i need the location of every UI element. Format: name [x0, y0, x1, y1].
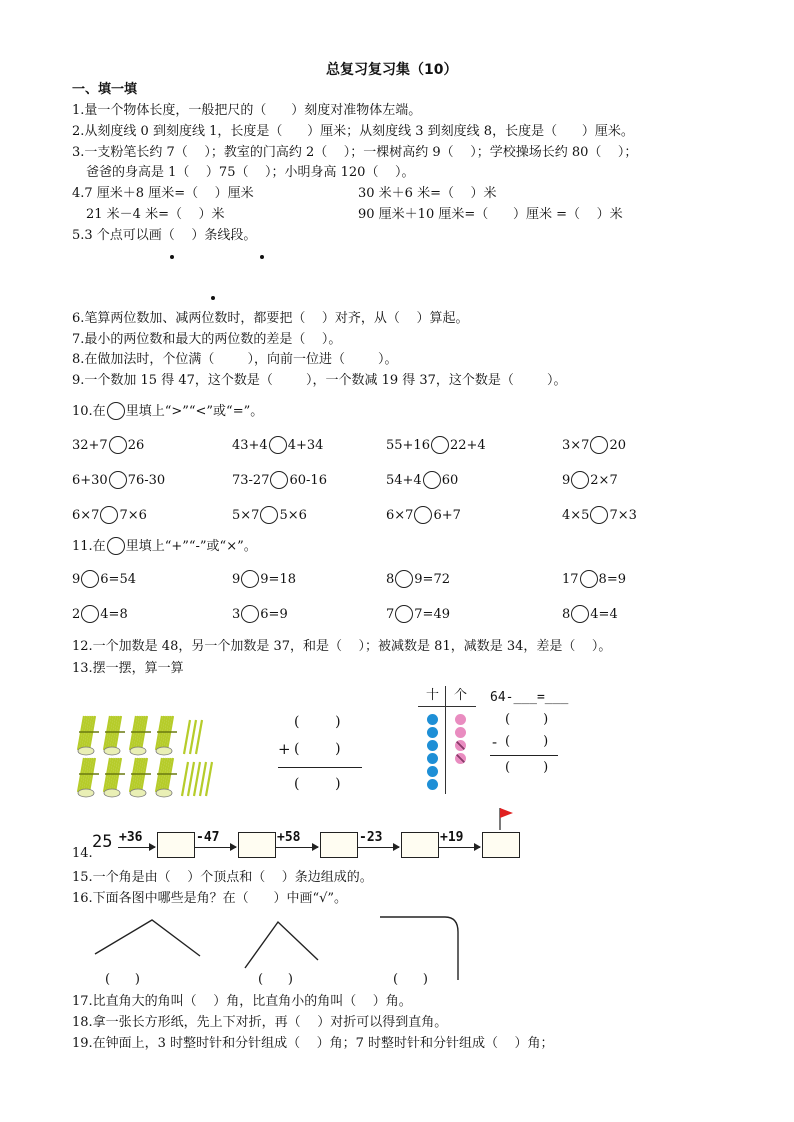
- q14-arrow: [276, 847, 318, 848]
- q11-answer-circle[interactable]: [395, 570, 413, 588]
- q13-sum-line: [278, 767, 362, 768]
- q14-operation: +19: [440, 830, 464, 845]
- question-9: 9.一个数加 15 得 47，这个数是（ ），一个数减 19 得 37，这个数是（ ）。: [72, 373, 567, 388]
- sample-circle: [107, 402, 125, 420]
- q14-answer-box[interactable]: [482, 832, 520, 858]
- q10-right-expr: 60: [441, 473, 459, 488]
- q13-equation: 64-___=___: [490, 690, 569, 705]
- q11-left-expr: 17: [562, 572, 579, 587]
- q11-item: [72, 605, 128, 625]
- abacus-header-line: [418, 706, 476, 707]
- q11-right-expr: 4=8: [100, 607, 128, 622]
- q10-right-expr: 5×6: [279, 508, 307, 523]
- q10-answer-circle[interactable]: [590, 436, 608, 454]
- q16-paren-2: ( ): [258, 972, 293, 987]
- question-7: 7.最小的两位数和最大的两位数的差是（ ）。: [72, 332, 342, 347]
- q11-left-expr: 8: [386, 572, 395, 587]
- q13-difference: ( ): [505, 760, 549, 775]
- abacus-bead: [455, 727, 466, 738]
- bundle-end: [78, 789, 94, 797]
- q10-answer-circle[interactable]: [590, 506, 608, 524]
- abacus-ones-label: 个: [454, 688, 468, 703]
- figure-angle-1: [95, 920, 200, 956]
- q11-right-expr: 6=54: [100, 572, 136, 587]
- q11-right-expr: 7=49: [414, 607, 450, 622]
- question-15: 15.一个角是由（ ）个顶点和（ ）条边组成的。: [72, 870, 373, 885]
- angle-figures: [90, 912, 510, 982]
- q13-addend1: ( ): [294, 714, 341, 730]
- q11-answer-circle[interactable]: [395, 605, 413, 623]
- q10-left-expr: 4×5: [562, 508, 590, 523]
- q10-left-expr: 6×7: [72, 508, 100, 523]
- q10-item: [562, 436, 626, 456]
- q14-operation: +36: [119, 830, 143, 845]
- q10-right-expr: 7×3: [609, 508, 637, 523]
- bundle-end: [104, 747, 120, 755]
- q10-answer-circle[interactable]: [423, 471, 441, 489]
- sample-circle: [107, 537, 125, 555]
- q10-right-expr: 76-30: [127, 473, 166, 488]
- abacus-bead: [427, 753, 438, 764]
- q10-left-expr: 32+7: [72, 438, 108, 453]
- question-4-right2: 90 厘米＋10 厘米=（ ）厘米 =（ ）米: [358, 207, 623, 222]
- single-stick: [200, 762, 206, 796]
- question-4-right1: 30 米＋6 米=（ ）米: [358, 186, 497, 201]
- q11-left-expr: 8: [562, 607, 571, 622]
- q10-left-expr: 54+4: [386, 473, 422, 488]
- single-stick: [190, 720, 196, 754]
- question-18: 18.拿一张长方形纸，先上下对折，再（ ）对折可以得到直角。: [72, 1015, 448, 1030]
- q10-left-expr: 6×7: [386, 508, 414, 523]
- q11-left-expr: 9: [232, 572, 241, 587]
- q16-paren-3: ( ): [393, 972, 428, 987]
- single-stick: [184, 720, 190, 754]
- q14-operation: +58: [277, 830, 301, 845]
- question-10-heading: [72, 402, 263, 422]
- q11-suffix: 里填上“+”“-”或“×”。: [125, 539, 257, 554]
- section-heading: 一、填一填: [72, 82, 138, 97]
- question-2: 2.从刻度线 0 到刻度线 1，长度是（ ）厘米；从刻度线 3 到刻度线 8，长度是（ ）厘米。: [72, 124, 634, 139]
- q11-item: [562, 605, 618, 625]
- q10-item: [562, 506, 637, 526]
- q10-answer-circle[interactable]: [260, 506, 278, 524]
- abacus-bead: [455, 753, 466, 764]
- q10-answer-circle[interactable]: [100, 506, 118, 524]
- q14-operation: -47: [196, 830, 220, 845]
- question-12: 12.一个加数是 48，另一个加数是 37，和是（ ）；被减数是 81，减数是 34，差是（ ）。: [72, 639, 612, 654]
- q10-left-expr: 3×7: [562, 438, 590, 453]
- q11-right-expr: 4=4: [590, 607, 618, 622]
- q10-left-expr: 9: [562, 473, 571, 488]
- bundle-end: [78, 747, 94, 755]
- q11-answer-circle[interactable]: [571, 605, 589, 623]
- abacus-bead: [427, 779, 438, 790]
- abacus: [418, 686, 478, 794]
- q11-answer-circle[interactable]: [241, 570, 259, 588]
- q11-right-expr: 8=9: [598, 572, 626, 587]
- q11-answer-circle[interactable]: [580, 570, 598, 588]
- q10-answer-circle[interactable]: [431, 436, 449, 454]
- q10-right-expr: 22+4: [449, 438, 486, 453]
- q13-subtrahend: ( ): [505, 734, 549, 749]
- figure-curve-3: [380, 917, 458, 980]
- q14-answer-box[interactable]: [238, 832, 276, 858]
- q11-item: [232, 570, 296, 590]
- q13-sum: ( ): [294, 776, 341, 792]
- q10-left-expr: 5×7: [232, 508, 260, 523]
- q11-right-expr: 6=9: [260, 607, 288, 622]
- single-stick: [182, 762, 188, 796]
- single-stick: [206, 762, 212, 796]
- q11-answer-circle[interactable]: [241, 605, 259, 623]
- q11-answer-circle[interactable]: [81, 605, 99, 623]
- q13-addend2: ( ): [294, 741, 341, 757]
- question-1: 1.量一个物体长度，一般把尺的（ ）刻度对准物体左端。: [72, 103, 422, 118]
- q11-item: [386, 570, 450, 590]
- q10-answer-circle[interactable]: [109, 436, 127, 454]
- question-4-left2: 21 米－4 米=（ ）米: [86, 207, 225, 222]
- q10-item: [72, 506, 147, 526]
- q10-item: [562, 471, 618, 491]
- question-13: 13.摆一摆，算一算: [72, 661, 184, 676]
- question-3-line2: 爸爸的身高是 1（ ）75（ ）；小明身高 120（ ）。: [86, 165, 415, 180]
- q11-right-expr: 9=72: [414, 572, 450, 587]
- q14-answer-box[interactable]: [320, 832, 358, 858]
- abacus-bead: [427, 714, 438, 725]
- q10-prefix: 10.在: [72, 404, 106, 419]
- q11-right-expr: 9=18: [260, 572, 296, 587]
- bundle-end: [104, 789, 120, 797]
- question-6: 6.笔算两位数加、减两位数时，都要把（ ）对齐，从（ ）算起。: [72, 311, 469, 326]
- point-c: [211, 296, 215, 300]
- q11-item: [232, 605, 288, 625]
- q11-left-expr: 9: [72, 572, 81, 587]
- q10-right-expr: 6+7: [433, 508, 461, 523]
- q10-item: [386, 436, 486, 456]
- q14-arrow: [439, 847, 480, 848]
- question-4-left1: 4.7 厘米＋8 厘米=（ ）厘米: [72, 186, 254, 201]
- q14-operation: -23: [359, 830, 383, 845]
- q10-right-expr: 20: [609, 438, 626, 453]
- q11-left-expr: 7: [386, 607, 395, 622]
- question-17: 17.比直角大的角叫（ ）角，比直角小的角叫（ ）角。: [72, 994, 412, 1009]
- abacus-bead: [455, 714, 466, 725]
- q10-right-expr: 4+34: [287, 438, 324, 453]
- page-title: 总复习复习集（10）: [326, 62, 458, 78]
- q11-item: [386, 605, 450, 625]
- question-8: 8.在做加法时，个位满（ ），向前一位进（ ）。: [72, 352, 398, 367]
- q10-left-expr: 43+4: [232, 438, 268, 453]
- abacus-tens-label: 十: [426, 688, 440, 703]
- q13-minus-sign: -: [492, 733, 498, 751]
- abacus-bead: [455, 740, 466, 751]
- abacus-bead: [427, 740, 438, 751]
- question-16: 16.下面各图中哪些是角？在（ ）中画“√”。: [72, 891, 348, 906]
- q11-item: [72, 570, 136, 590]
- q10-item: [72, 471, 165, 491]
- q11-prefix: 11.在: [72, 539, 106, 554]
- single-stick: [194, 762, 200, 796]
- q14-answer-box[interactable]: [401, 832, 439, 858]
- q10-item: [232, 471, 327, 491]
- q14-arrow: [358, 847, 399, 848]
- bundle-end: [156, 789, 172, 797]
- q10-left-expr: 6+30: [72, 473, 108, 488]
- point-a: [170, 255, 174, 259]
- q14-number: 14.: [72, 846, 93, 861]
- question-3-line1: 3.一支粉笔长约 7（ ）；教室的门高约 2（ ）；一棵树高约 9（ ）；学校操场长约 80（ ）；: [72, 145, 638, 160]
- q10-right-expr: 7×6: [119, 508, 147, 523]
- q10-right-expr: 26: [127, 438, 145, 453]
- question-5: 5.3 个点可以画（ ）条线段。: [72, 228, 257, 243]
- q14-arrow: [195, 847, 236, 848]
- q10-answer-circle[interactable]: [414, 506, 432, 524]
- q10-answer-circle[interactable]: [109, 471, 127, 489]
- bundle-end: [156, 747, 172, 755]
- single-stick: [196, 720, 202, 754]
- q10-right-expr: 2×7: [590, 473, 618, 488]
- question-19: 19.在钟面上，3 时整时针和分针组成（ ）角；7 时整时针和分针组成（ ）角；: [72, 1036, 554, 1051]
- point-b: [260, 255, 264, 259]
- q10-item: [72, 436, 144, 456]
- q11-item: [562, 570, 626, 590]
- q13-minuend: ( ): [505, 712, 549, 727]
- single-stick: [188, 762, 194, 796]
- q10-item: [386, 471, 458, 491]
- q11-left-expr: 3: [232, 607, 241, 622]
- stick-bundles-image: [72, 712, 222, 802]
- q10-item: [386, 506, 461, 526]
- bundle-end: [130, 789, 146, 797]
- abacus-bead: [427, 727, 438, 738]
- abacus-bead: [427, 766, 438, 777]
- q10-answer-circle[interactable]: [571, 471, 589, 489]
- q10-right-expr: 60-16: [289, 473, 327, 488]
- q13-plus-sign: +: [278, 740, 291, 758]
- q14-start-value: 25: [92, 832, 113, 852]
- q11-answer-circle[interactable]: [81, 570, 99, 588]
- q10-answer-circle[interactable]: [270, 471, 288, 489]
- q13-diff-line: [490, 755, 558, 756]
- q11-left-expr: 2: [72, 607, 81, 622]
- q10-left-expr: 73-27: [232, 473, 270, 488]
- figure-angle-2: [245, 922, 318, 968]
- q10-item: [232, 436, 323, 456]
- flag-icon: [496, 807, 516, 831]
- q10-answer-circle[interactable]: [269, 436, 287, 454]
- q10-item: [232, 506, 307, 526]
- q10-left-expr: 55+16: [386, 438, 430, 453]
- q14-answer-box[interactable]: [157, 832, 195, 858]
- abacus-divider: [445, 686, 446, 794]
- q16-paren-1: ( ): [105, 972, 140, 987]
- bundle-end: [130, 747, 146, 755]
- question-11-heading: [72, 537, 257, 557]
- q14-arrow: [118, 847, 155, 848]
- q10-suffix: 里填上“>”“<”或“=”。: [125, 404, 264, 419]
